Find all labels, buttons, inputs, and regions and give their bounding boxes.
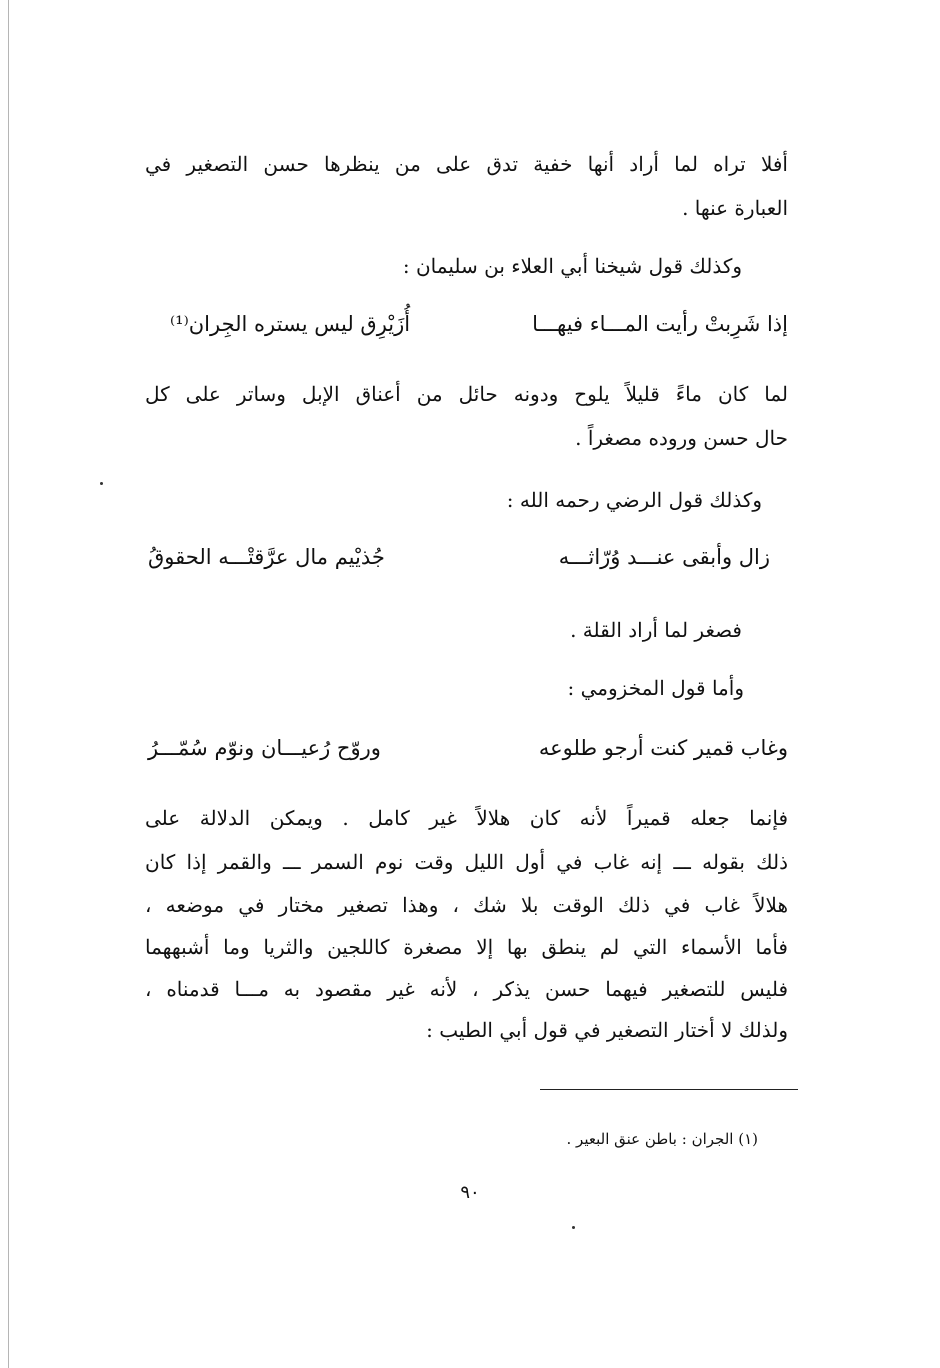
intro-line-3: وأما قول المخزومي : xyxy=(567,676,744,700)
paragraph-3-line-3: هلالاً غاب في ذلك الوقت بلا شك ، وهذا تصغير مختار في موضعه ، xyxy=(145,893,788,917)
paragraph-1-line-2: العبارة عنها . xyxy=(682,196,788,220)
footnote: (١) الجران : باطن عنق البعير . xyxy=(566,1130,758,1148)
line-small-conclusion: فصغر لما أراد القلة . xyxy=(570,618,742,642)
scan-edge-line xyxy=(8,0,9,1368)
verse-2-first-hemistich: زال وأبقى عنـــد وُرّاثـــه xyxy=(558,545,770,569)
paragraph-3-line-5: فليس للتصغير فيهما حسن يذكر ، لأنه غير مقصود به مـــا قدمناه ، xyxy=(145,977,788,1001)
verse-1-first-hemistich: إذا شَرِبتْ رأيت المـــاء فيهـــا xyxy=(532,312,788,336)
scan-speck xyxy=(572,1226,575,1229)
verse-3-first-hemistich: وغاب قمير كنت أرجو طلوعه xyxy=(538,736,788,760)
paragraph-3-line-2: ذلك بقوله ـــ إنه غاب في أول الليل وقت نوم السمر ـــ والقمر إذا كان xyxy=(145,850,788,874)
paragraph-3-line-4: فأما الأسماء التي لم ينطق بها إلا مصغرة كاللجين والثريا وما أشبههما xyxy=(145,935,788,959)
paragraph-1-line-1: أفلا تراه لما أراد أنها خفية تدق على من ينظرها حسن التصغير في xyxy=(145,152,788,176)
paragraph-2-line-2: حال حسن وروده مصغراً . xyxy=(575,426,788,450)
intro-line-1: وكذلك قول شيخنا أبي العلاء بن سليمان : xyxy=(402,254,742,278)
verse-3-second-hemistich: وروّح رُعيـــان ونوّم سُمّـــرُ xyxy=(148,736,381,760)
footnote-separator xyxy=(540,1089,798,1090)
scan-speck xyxy=(100,482,103,485)
verse-2-second-hemistich: جُذيْيم مال عرَّقتْـــه الحقوقُ xyxy=(148,545,385,569)
verse-1-second-hemistich: أُزَيْرِق ليس يستره الجِران⁽¹⁾ xyxy=(170,312,411,336)
intro-line-2: وكذلك قول الرضي رحمه الله : xyxy=(506,488,762,512)
paragraph-3-line-6: ولذلك لا أختار التصغير في قول أبي الطيب : xyxy=(426,1018,788,1042)
paragraph-3-line-1: فإنما جعله قميراً لأنه كان هلالاً غير كامل . ويمكن الدلالة على xyxy=(145,806,788,830)
page-number: ٩٠ xyxy=(460,1182,480,1203)
paragraph-2-line-1: لما كان ماءً قليلاً يلوح ودونه حائل من أعناق الإبل وساتر على كل xyxy=(145,382,788,406)
